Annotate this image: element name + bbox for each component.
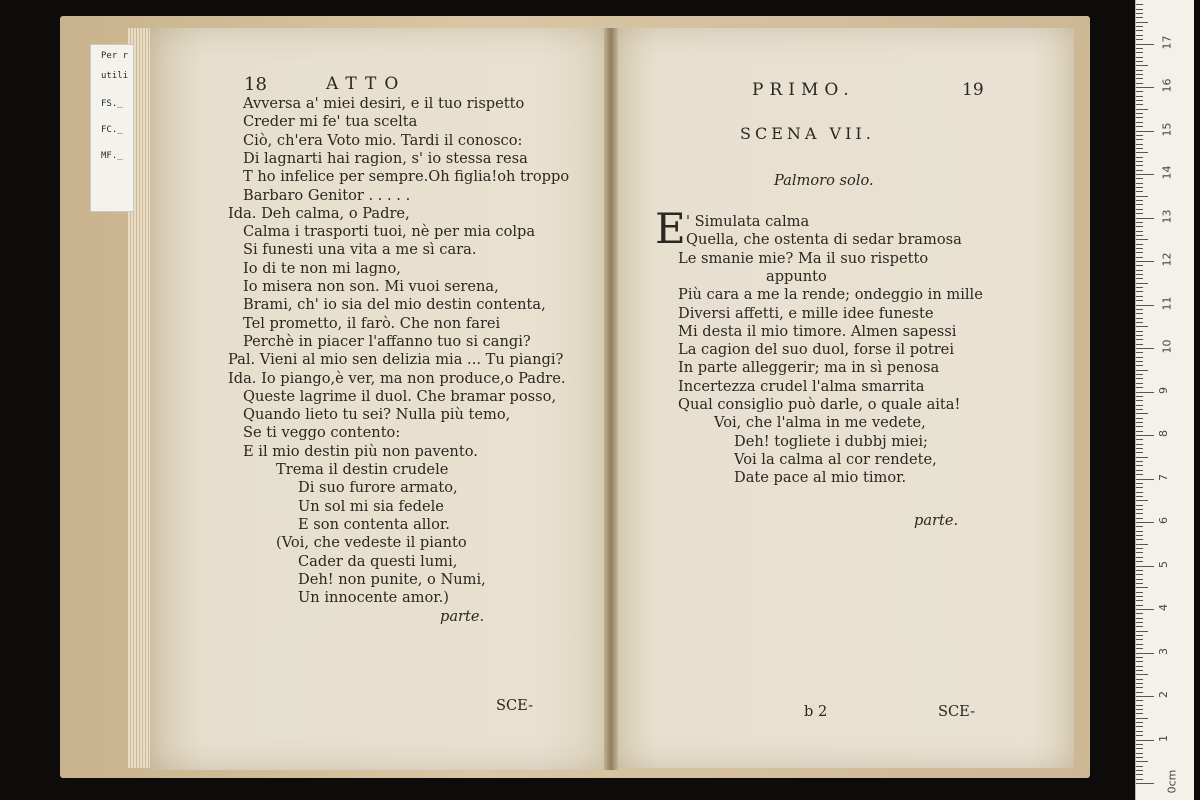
ruler-tick [1136,726,1143,727]
ruler-tick [1136,422,1143,423]
ruler-tick [1136,187,1143,188]
ruler-tick [1136,500,1148,501]
ruler-tick [1136,296,1143,297]
measuring-ruler [1135,0,1194,800]
ruler-tick [1136,152,1148,153]
ruler-tick [1136,740,1154,741]
left-text-line: Ida. Io piango,è ver, ma non produce,o Padre. [228,369,566,387]
ruler-label: 13 [1160,209,1174,223]
ruler-tick [1136,83,1143,84]
ruler-tick [1136,117,1143,118]
ruler-tick [1136,78,1143,79]
ruler-tick [1136,753,1143,754]
ruler-label: 8 [1157,430,1170,437]
right-text-line: Quella, che ostenta di sedar bramosa [686,231,962,249]
ruler-tick [1136,244,1143,245]
ruler-tick [1136,239,1148,240]
left-page-number: 18 [244,74,267,95]
ruler-tick [1136,413,1148,414]
ruler-tick [1136,365,1143,366]
book-gutter [604,28,618,770]
ruler-tick [1136,100,1143,101]
ruler-label: 14 [1160,165,1174,180]
ruler-tick [1136,474,1143,475]
ruler-tick [1136,352,1143,353]
ruler-tick [1136,552,1143,553]
ruler-tick [1136,539,1143,540]
right-text-line: Diversi affetti, e mille idee funeste [678,304,934,322]
ruler-label: 12 [1160,252,1174,267]
ruler-tick [1136,622,1143,623]
ruler-tick [1136,574,1143,575]
ruler-tick [1136,161,1143,162]
ruler-tick [1136,322,1143,323]
ruler-tick [1136,148,1143,149]
ruler-tick [1136,9,1143,10]
ruler-tick [1136,687,1143,688]
ruler-tick [1136,248,1143,249]
ruler-tick [1136,96,1143,97]
ruler-tick [1136,91,1143,92]
ruler-tick [1136,4,1143,5]
ruler-tick [1136,139,1143,140]
ruler-tick [1136,170,1143,171]
ruler-label: 17 [1160,35,1174,49]
ruler-tick [1136,713,1143,714]
ruler-tick [1136,131,1154,132]
right-text-line: ' Simulata calma [686,213,810,230]
ruler-tick [1136,287,1143,288]
ruler-tick [1136,165,1143,166]
ruler-tick [1136,592,1143,593]
slip-fs: FS._ [101,99,123,109]
ruler-tick [1136,305,1154,306]
ruler-tick [1136,113,1143,114]
ruler-label: 11 [1160,296,1174,310]
ruler-label: 6 [1157,517,1170,524]
ruler-tick [1136,26,1143,27]
ruler-tick [1136,648,1143,649]
right-text-line: In parte alleggerir; ma in sì penosa [678,359,940,377]
ruler-tick [1136,461,1143,462]
left-text-line: Un sol mi sia fedele [298,497,444,515]
stage-direction: Palmoro solo. [774,172,874,189]
ruler-tick [1136,635,1143,636]
ruler-tick [1136,731,1143,732]
signature-mark: b 2 [804,703,828,720]
ruler-tick [1136,513,1143,514]
ruler-tick [1136,718,1148,719]
ruler-tick [1136,235,1143,236]
ruler-tick [1136,470,1143,471]
ruler-tick [1136,392,1154,393]
ruler-label: 16 [1160,78,1174,93]
ruler-tick [1136,22,1148,23]
ruler-tick [1136,566,1154,567]
ruler-tick [1136,661,1143,662]
right-running-head: PRIMO. [752,80,855,100]
ruler-tick [1136,761,1148,762]
ruler-tick [1136,679,1143,680]
right-text-line: Incertezza crudel l'alma smarrita [678,377,925,395]
left-text-line: Cader da questi lumi, [298,552,458,570]
ruler-tick [1136,618,1143,619]
ruler-label: 2 [1157,691,1170,698]
ruler-tick [1136,309,1143,310]
right-text-line: appunto [766,267,827,285]
ruler-tick [1136,509,1143,510]
ruler-tick [1136,48,1143,49]
ruler-tick [1136,400,1143,401]
ruler-tick [1136,557,1143,558]
ruler-tick [1136,644,1143,645]
ruler-tick [1136,70,1143,71]
ruler-label: 7 [1157,473,1170,481]
right-text-line: Più cara a me la rende; ondeggio in mille [678,286,983,304]
ruler-tick [1136,17,1143,18]
ruler-label: 4 [1157,604,1170,611]
ruler-tick [1136,257,1143,258]
ruler-tick [1136,109,1148,110]
ruler-tick [1136,670,1143,671]
ruler-tick [1136,770,1143,771]
ruler-tick [1136,483,1143,484]
ruler-tick [1136,457,1148,458]
ruler-tick [1136,409,1143,410]
ruler-tick [1136,526,1143,527]
left-text-line: Deh! non punite, o Numi, [298,570,486,588]
left-text-line: Calma i trasporti tuoi, nè per mia colpa [243,223,536,241]
ruler-tick [1136,783,1154,784]
ruler-tick [1136,766,1143,767]
ruler-tick [1136,174,1154,175]
ruler-tick [1136,487,1143,488]
library-slip [90,44,134,212]
right-text-line: Voi la calma al cor rendete, [734,450,937,468]
ruler-label: 10 [1160,339,1174,354]
ruler-tick [1136,583,1143,584]
ruler-tick [1136,35,1143,36]
ruler-tick [1136,278,1143,279]
ruler-tick [1136,744,1143,745]
left-text-line: Tel prometto, il farò. Che non farei [243,314,501,332]
ruler-tick [1136,87,1154,88]
ruler-tick [1136,270,1143,271]
ruler-tick [1136,183,1143,184]
ruler-tick [1136,344,1143,345]
scene-heading: SCENA VII. [740,124,875,143]
ruler-tick [1136,348,1154,349]
ruler-tick [1136,748,1143,749]
ruler-tick [1136,300,1143,301]
ruler-tick [1136,122,1143,123]
ruler-tick [1136,61,1143,62]
ruler-tick [1136,544,1148,545]
ruler-tick [1136,326,1148,327]
ruler-tick [1136,74,1143,75]
left-text-line: Ida. Deh calma, o Padre, [228,204,410,222]
ruler-tick [1136,692,1143,693]
ruler-tick [1136,666,1143,667]
ruler-tick [1136,405,1143,406]
ruler-tick [1136,196,1148,197]
left-text-line: Un innocente amor.) [298,589,449,607]
ruler-tick [1136,596,1143,597]
ruler-tick [1136,518,1143,519]
slip-fc: FC._ [101,125,123,135]
right-text-line: Qual consiglio può darle, o quale aita! [678,396,961,413]
ruler-tick [1136,57,1143,58]
left-text-line: Se ti veggo contento: [243,424,401,442]
ruler-tick [1136,779,1143,780]
left-exit-direction: parte. [440,608,485,625]
ruler-label: 15 [1160,122,1174,136]
ruler-tick [1136,387,1143,388]
drop-cap: E [655,204,686,253]
ruler-tick [1136,126,1143,127]
ruler-tick [1136,39,1143,40]
ruler-tick [1136,157,1143,158]
ruler-tick [1136,587,1148,588]
ruler-tick [1136,274,1143,275]
ruler-tick [1136,361,1143,362]
ruler-tick [1136,213,1143,214]
ruler-tick [1136,30,1143,31]
ruler-tick [1136,505,1143,506]
ruler-label: 0cm [1165,769,1179,794]
ruler-tick [1136,370,1148,371]
ruler-tick [1136,435,1154,436]
left-text-line: E il mio destin più non pavento. [243,442,478,460]
ruler-tick [1136,479,1154,480]
ruler-label: 5 [1157,560,1170,568]
right-text-line: La cagion del suo duol, forse il potrei [678,341,954,359]
right-text-line: Date pace al mio timor. [734,469,907,487]
ruler-tick [1136,265,1143,266]
ruler-tick [1136,444,1143,445]
left-text-line: Io di te non mi lagno, [243,259,401,277]
left-text-line: Avversa a' miei desiri, e il tuo rispetto [243,95,525,112]
ruler-tick [1136,418,1143,419]
left-text-line: Pal. Vieni al mio sen delizia mia ... Tu piangi? [228,351,564,369]
ruler-tick [1136,191,1143,192]
right-text-line: Le smanie mie? Ma il suo rispetto [678,249,929,267]
ruler-tick [1136,335,1143,336]
left-text-line: (Voi, che vedeste il pianto [276,534,467,552]
ruler-tick [1136,735,1143,736]
ruler-tick [1136,548,1143,549]
ruler-tick [1136,339,1143,340]
right-catchword: SCE- [938,703,976,720]
ruler-tick [1136,757,1143,758]
left-text-line: T ho infelice per sempre.Oh figlia!oh troppo [243,168,570,186]
left-text-line: E son contenta allor. [298,515,450,533]
left-text-line: Brami, ch' io sia del mio destin contenta, [243,296,546,314]
ruler-tick [1136,613,1143,614]
ruler-tick [1136,579,1143,580]
ruler-tick [1136,448,1143,449]
ruler-tick [1136,639,1143,640]
ruler-tick [1136,609,1154,610]
ruler-tick [1136,13,1143,14]
left-text-line: Di lagnarti hai ragion, s' io stessa resa [243,149,528,167]
ruler-tick [1136,657,1143,658]
ruler-tick [1136,626,1143,627]
ruler-tick [1136,374,1143,375]
ruler-tick [1136,222,1143,223]
ruler-tick [1136,252,1143,253]
left-text-line: Quando lieto tu sei? Nulla più temo, [243,406,511,424]
ruler-tick [1136,204,1143,205]
ruler-tick [1136,452,1143,453]
ruler-tick [1136,426,1143,427]
ruler-tick [1136,600,1143,601]
ruler-tick [1136,357,1143,358]
right-text-line: Mi desta il mio timore. Almen sapessi [678,322,957,340]
right-text-line: Voi, che l'alma in me vedete, [714,414,926,432]
right-text-line: Deh! togliete i dubbj miei; [734,432,928,450]
ruler-tick [1136,631,1148,632]
ruler-tick [1136,52,1143,53]
ruler-tick [1136,104,1143,105]
left-text-line: Io misera non son. Mi vuoi serena, [243,278,499,295]
ruler-tick [1136,522,1154,523]
ruler-label: 1 [1157,734,1170,742]
ruler-tick [1136,465,1143,466]
ruler-tick [1136,492,1143,493]
ruler-tick [1136,44,1154,45]
ruler-tick [1136,496,1143,497]
ruler-tick [1136,431,1143,432]
ruler-tick [1136,535,1143,536]
ruler-tick [1136,705,1143,706]
ruler-tick [1136,605,1143,606]
right-page-number: 19 [962,80,984,100]
ruler-tick [1136,291,1143,292]
ruler-tick [1136,135,1143,136]
ruler-tick [1136,209,1143,210]
left-text-line: Si funesti una vita a me sì cara. [243,241,477,259]
ruler-tick [1136,65,1148,66]
left-text-line: Trema il destin crudele [276,461,449,478]
ruler-tick [1136,561,1143,562]
ruler-tick [1136,531,1143,532]
ruler-tick [1136,683,1143,684]
left-text-line: Ciò, ch'era Voto mio. Tardi il conosco: [243,131,523,149]
right-exit-direction: parte. [914,512,959,529]
ruler-tick [1136,378,1143,379]
ruler-tick [1136,674,1148,675]
ruler-tick [1136,200,1143,201]
ruler-tick [1136,283,1148,284]
slip-line-2: utili [101,71,129,81]
slip-line-1: Per r [101,51,129,61]
ruler-tick [1136,313,1143,314]
ruler-tick [1136,231,1143,232]
left-running-head: ATTO [326,74,407,94]
left-text-line: Barbaro Genitor . . . . . [243,186,411,204]
ruler-tick [1136,653,1154,654]
ruler-tick [1136,696,1154,697]
ruler-tick [1136,383,1143,384]
slip-mf: MF._ [101,151,123,161]
left-text-line: Queste lagrime il duol. Che bramar posso, [243,387,557,405]
left-text-line: Di suo furore armato, [298,479,458,497]
ruler-tick [1136,218,1154,219]
ruler-label: 3 [1157,647,1170,655]
ruler-tick [1136,722,1143,723]
left-text-line: Creder mi fe' tua scelta [243,113,418,131]
ruler-tick [1136,570,1143,571]
ruler-tick [1136,774,1143,775]
ruler-tick [1136,178,1143,179]
ruler-tick [1136,700,1143,701]
left-text-line: Perchè in piacer l'affanno tuo si cangi? [243,332,531,350]
ruler-label: 9 [1157,386,1170,394]
ruler-tick [1136,331,1143,332]
left-catchword: SCE- [496,697,534,714]
ruler-tick [1136,396,1143,397]
ruler-tick [1136,709,1143,710]
ruler-tick [1136,318,1143,319]
ruler-tick [1136,144,1143,145]
ruler-tick [1136,261,1154,262]
ruler-tick [1136,226,1143,227]
ruler-tick [1136,439,1143,440]
